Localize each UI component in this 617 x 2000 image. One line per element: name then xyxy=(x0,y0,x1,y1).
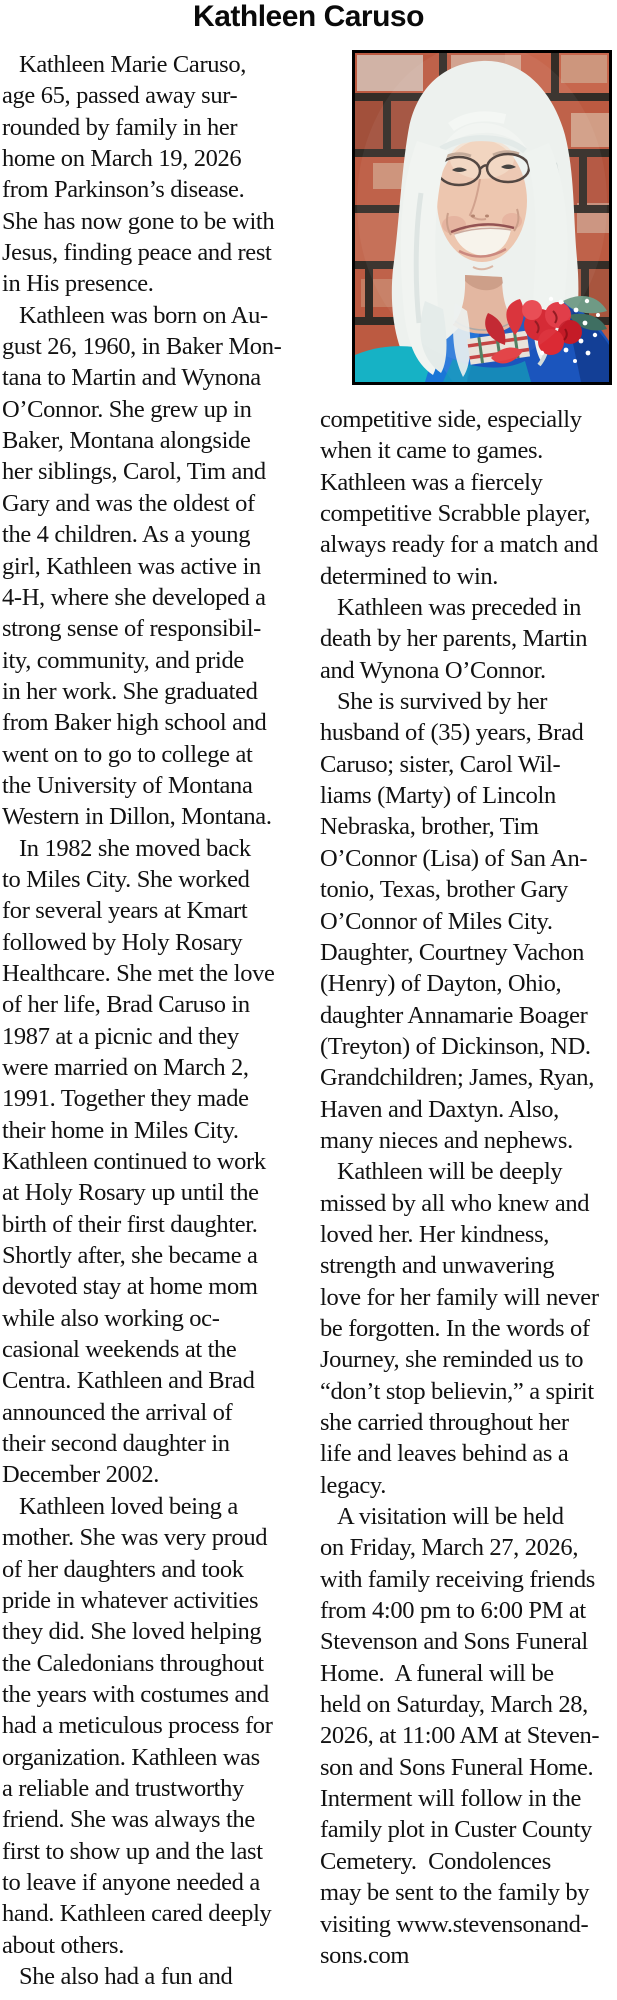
text-line: tana to Martin and Wynona xyxy=(2,364,261,392)
text-line: O’Connor. She grew up in xyxy=(2,395,252,423)
text-line: 1987 at a picnic and they xyxy=(2,1022,239,1050)
text-line: competitive Scrabble player, xyxy=(320,500,591,528)
text-line: were married on March 2, xyxy=(2,1054,249,1081)
text-line: life and leaves behind as a xyxy=(320,1440,569,1468)
text-line: Shortly after, she became a xyxy=(2,1242,258,1270)
text-line: liams (Marty) of Lincoln xyxy=(320,782,556,810)
text-line: at Holy Rosary up until the xyxy=(2,1179,259,1207)
text-line: Grandchildren; James, Ryan, xyxy=(320,1064,594,1092)
text-line: on Friday, March 27, 2026, xyxy=(320,1534,579,1562)
text-line: friend. She was always the xyxy=(2,1806,255,1834)
portrait-photo-illustration xyxy=(355,53,609,382)
text-line: first to show up and the last xyxy=(2,1837,263,1865)
text-line: 4-H, where she developed a xyxy=(2,583,266,611)
text-line: they did. She loved helping xyxy=(2,1618,262,1646)
text-line: held on Saturday, March 28, xyxy=(320,1691,588,1719)
text-line: pride in whatever activities xyxy=(2,1586,259,1614)
text-line: in His presence. xyxy=(2,270,154,298)
text-line: from 4:00 pm to 6:00 PM at xyxy=(320,1597,586,1625)
text-line: gust 26, 1960, in Baker Mon- xyxy=(2,333,282,361)
text-line: casional weekends at the xyxy=(2,1336,237,1364)
text-line: always ready for a match and xyxy=(320,531,598,559)
portrait-photo xyxy=(352,50,612,385)
text-line: a reliable and trustworthy xyxy=(2,1774,244,1802)
text-line: Jesus, finding peace and rest xyxy=(2,239,272,267)
text-line: of her daughters and took xyxy=(2,1555,244,1583)
text-line: girl, Kathleen was active in xyxy=(2,552,261,580)
text-line: Home. A funeral will be xyxy=(320,1659,554,1687)
text-line: She also had a fun and xyxy=(19,1962,233,1990)
text-line: determined to win. xyxy=(320,562,499,590)
text-line: Daughter, Courtney Vachon xyxy=(320,938,585,966)
text-line: about others. xyxy=(2,1931,125,1959)
text-line: with family receiving friends xyxy=(320,1565,595,1593)
text-line: O’Connor of Miles City. xyxy=(320,907,553,935)
text-line: the University of Montana xyxy=(2,771,253,799)
text-line: missed by all who knew and xyxy=(320,1189,590,1217)
text-line: tonio, Texas, brother Gary xyxy=(320,876,568,904)
text-line: Kathleen will be deeply xyxy=(337,1158,563,1186)
text-line: (Henry) of Dayton, Ohio, xyxy=(320,970,562,998)
text-line: she carried throughout her xyxy=(320,1409,569,1436)
text-line: home on March 19, 2026 xyxy=(2,145,242,173)
text-line: many nieces and nephews. xyxy=(320,1126,573,1154)
text-line: had a meticulous process for xyxy=(2,1712,273,1740)
text-line: when it came to games. xyxy=(320,437,543,465)
text-line: December 2002. xyxy=(2,1461,160,1489)
text-line: their second daughter in xyxy=(2,1430,230,1458)
text-line: Nebraska, brother, Tim xyxy=(320,813,539,841)
text-line: 1991. Together they made xyxy=(2,1085,249,1113)
text-line: Healthcare. She met the love xyxy=(2,959,275,987)
text-line: went on to go to college at xyxy=(2,740,253,768)
text-line: to Miles City. She worked xyxy=(2,865,250,893)
text-line: her siblings, Carol, Tim and xyxy=(2,458,266,486)
text-line: the years with costumes and xyxy=(2,1680,269,1708)
text-line: the Caledonians throughout xyxy=(2,1649,264,1677)
text-line: family plot in Custer County xyxy=(320,1816,592,1844)
text-line: love for her family will never xyxy=(320,1283,599,1311)
obituary-column-right xyxy=(320,404,617,1971)
text-line: Kathleen was preceded in xyxy=(337,594,581,622)
text-line: hand. Kathleen cared deeply xyxy=(2,1900,272,1928)
text-line: while also working oc- xyxy=(2,1304,220,1332)
text-line: Baker, Montana alongside xyxy=(2,427,251,455)
text-line: Stevenson and Sons Funeral xyxy=(320,1628,588,1656)
text-line: death by her parents, Martin xyxy=(320,625,588,653)
text-line: Centra. Kathleen and Brad xyxy=(2,1367,255,1395)
text-line: birth of their first daughter. xyxy=(2,1210,258,1238)
text-line: She has now gone to be with xyxy=(2,207,275,235)
text-line: in her work. She graduated xyxy=(2,677,258,705)
text-line: of her life, Brad Caruso in xyxy=(2,991,250,1019)
obituary-title: Kathleen Caruso xyxy=(193,0,424,33)
text-line: Interment will follow in the xyxy=(320,1785,582,1813)
text-line: and Wynona O’Connor. xyxy=(320,656,546,684)
text-line: visiting www.stevensonand- xyxy=(320,1910,589,1938)
text-line: be forgotten. In the words of xyxy=(320,1314,590,1342)
text-line: organization. Kathleen was xyxy=(2,1743,260,1771)
text-line: from Parkinson’s disease. xyxy=(2,176,245,204)
text-line: the 4 children. As a young xyxy=(2,521,251,549)
text-line: for several years at Kmart xyxy=(2,897,248,925)
flash-highlight xyxy=(357,53,607,363)
text-line: ity, community, and pride xyxy=(2,646,244,674)
text-line: Gary and was the oldest of xyxy=(2,489,255,517)
text-line: to leave if anyone needed a xyxy=(2,1868,260,1896)
text-line: Cemetery. Condolences xyxy=(320,1847,551,1875)
text-line: devoted stay at home mom xyxy=(2,1273,258,1301)
text-line: age 65, passed away sur- xyxy=(2,82,238,110)
text-line: “don’t stop believin,” a spirit xyxy=(320,1377,594,1405)
text-line: son and Sons Funeral Home. xyxy=(320,1753,594,1781)
text-line: She is survived by her xyxy=(337,688,548,716)
text-line: Kathleen was born on Au- xyxy=(19,301,268,329)
obituary-column-left xyxy=(2,49,302,1992)
text-line: Kathleen continued to work xyxy=(2,1148,266,1176)
text-line: strength and unwavering xyxy=(320,1252,555,1280)
text-line: 2026, at 11:00 AM at Steven- xyxy=(320,1722,600,1750)
text-line: Journey, she reminded us to xyxy=(320,1346,584,1374)
text-line: rounded by family in her xyxy=(2,113,238,141)
text-line: Kathleen was a fiercely xyxy=(320,468,543,496)
text-line: may be sent to the family by xyxy=(320,1879,590,1907)
text-line: followed by Holy Rosary xyxy=(2,928,243,956)
text-line: Kathleen Marie Caruso, xyxy=(19,51,247,78)
text-line: Kathleen loved being a xyxy=(19,1492,238,1520)
text-line: strong sense of responsibil- xyxy=(2,615,261,643)
text-line: legacy. xyxy=(320,1471,387,1499)
text-line: O’Connor (Lisa) of San An- xyxy=(320,844,588,872)
text-line: A visitation will be held xyxy=(337,1503,564,1531)
text-line: sons.com xyxy=(320,1941,410,1969)
text-line: their home in Miles City. xyxy=(2,1116,239,1144)
text-line: mother. She was very proud xyxy=(2,1524,268,1552)
text-line: husband of (35) years, Brad xyxy=(320,719,584,747)
text-line: Haven and Daxtyn. Also, xyxy=(320,1095,559,1123)
text-line: daughter Annamarie Boager xyxy=(320,1001,588,1029)
text-line: from Baker high school and xyxy=(2,709,267,737)
text-line: announced the arrival of xyxy=(2,1398,233,1426)
text-line: In 1982 she moved back xyxy=(19,834,251,862)
text-line: (Treyton) of Dickinson, ND. xyxy=(320,1032,591,1060)
text-line: Caruso; sister, Carol Wil- xyxy=(320,750,561,778)
text-line: loved her. Her kindness, xyxy=(320,1220,550,1248)
text-line: Western in Dillon, Montana. xyxy=(2,803,272,831)
text-line: competitive side, especially xyxy=(320,406,582,433)
